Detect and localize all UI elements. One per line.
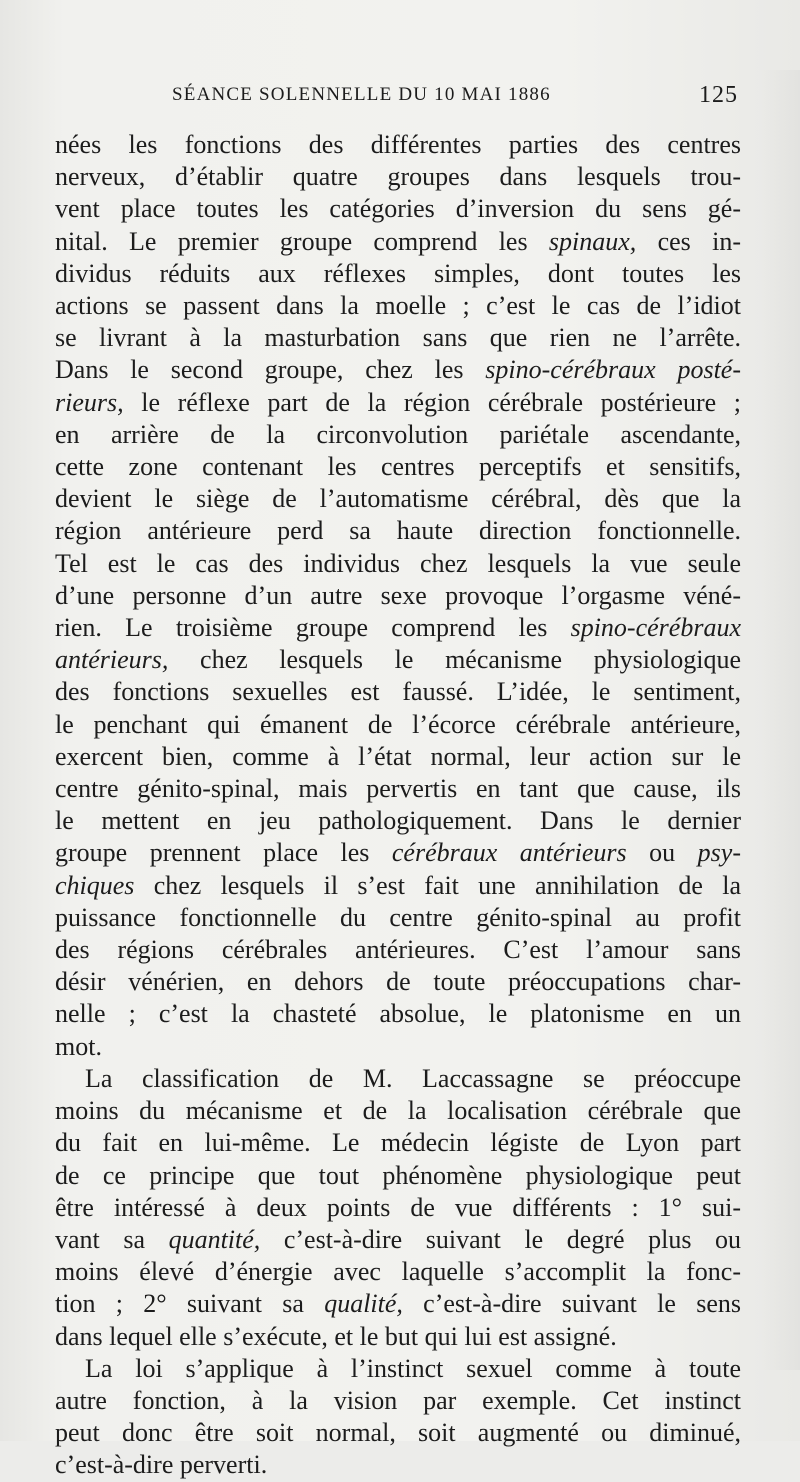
italic-term: chiques: [55, 870, 135, 900]
text-line: région antérieure perd sa haute direction fonctionnelle.: [55, 516, 741, 546]
text-line: [55, 387, 741, 419]
text-segment: ou: [626, 838, 698, 868]
text-line: La classification de M. Laccassagne se préoccupe: [85, 1063, 741, 1093]
text-line: dividus réduits aux réflexes simples, dont toutes les: [55, 258, 741, 288]
text-line: de ce principe que tout phénomène physiologique peut: [55, 1160, 741, 1190]
italic-term: cérébraux antérieurs: [391, 838, 627, 868]
text-line: [55, 226, 741, 258]
text-line: [55, 612, 741, 644]
text-segment: Dans le second groupe, chez les: [55, 355, 486, 385]
italic-term: spino-cérébraux: [570, 613, 741, 643]
text-line: dans lequel elle s’exécute, et le but qui lui est assigné.: [55, 1321, 617, 1351]
italic-term: spino-cérébraux posté-: [485, 355, 741, 385]
text-line: exercent bien, comme à l’état normal, leur action sur le: [55, 741, 741, 771]
italic-term: rieurs,: [55, 387, 124, 417]
text-line: [55, 644, 741, 676]
page-shadow: [760, 70, 800, 1370]
text-line: puissance fonctionnelle du centre génito-spinal au profit: [55, 902, 741, 932]
italic-term: qualité,: [324, 1289, 403, 1319]
text-line: c’est-à-dire perverti.: [55, 1450, 268, 1480]
text-segment: rien. Le troisième groupe comprend les: [55, 613, 571, 643]
text-line: des fonctions sexuelles est faussé. L’idée, le sentiment,: [55, 677, 741, 707]
text-segment: le réflexe part de la région cérébrale postérieure ;: [123, 387, 741, 417]
text-line: désir vénérien, en dehors de toute préoccupations char-: [55, 967, 741, 997]
text-line: en arrière de la circonvolution pariétale ascendante,: [55, 419, 741, 449]
text-segment: vant sa: [55, 1224, 169, 1254]
italic-term: antérieurs,: [55, 645, 169, 675]
text-line: nées les fonctions des différentes parties des centres: [55, 130, 741, 159]
text-segment: tion ; 2° suivant sa: [55, 1289, 325, 1319]
text-line: le penchant qui émanent de l’écorce cérébrale antérieure,: [55, 709, 741, 739]
text-line: [55, 870, 741, 902]
text-line: La loi s’applique à l’instinct sexuel comme à toute: [85, 1353, 741, 1383]
text-line: [55, 1224, 741, 1256]
italic-term: spinaux,: [548, 226, 637, 256]
text-segment: chez lesquels il s’est fait une annihilation de la: [134, 870, 741, 900]
italic-term: quantité,: [168, 1224, 261, 1254]
text-line: être intéressé à deux points de vue différents : 1° sui-: [55, 1192, 741, 1222]
text-segment: groupe prennent place les: [55, 838, 392, 868]
text-line: [55, 354, 741, 386]
page-number: 125: [699, 82, 738, 108]
body-text: [55, 129, 741, 1482]
text-line: mot.: [55, 1031, 102, 1061]
text-line: [55, 837, 741, 869]
running-title: SÉANCE SOLENNELLE DU 10 MAI 1886: [172, 84, 551, 105]
text-line: peut donc être soit normal, soit augmenté ou diminué,: [55, 1418, 741, 1448]
text-line: moins élevé d’énergie avec laquelle s’accomplit la fonc-: [55, 1257, 741, 1287]
text-line: Tel est le cas des individus chez lesquels la vue seule: [55, 548, 741, 578]
text-line: devient le siège de l’automatisme cérébral, dès que la: [55, 484, 741, 514]
text-line: vent place toutes les catégories d’inversion du sens gé-: [55, 194, 741, 224]
text-line: le mettent en jeu pathologiquement. Dans le dernier: [55, 806, 741, 836]
text-segment: chez lesquels le mécanisme physiologique: [168, 645, 741, 675]
text-line: autre fonction, à la vision par exemple. Cet instinct: [55, 1385, 741, 1415]
italic-term: psy-: [697, 838, 741, 868]
text-line: du fait en lui-même. Le médecin légiste de Lyon part: [55, 1128, 741, 1158]
text-line: se livrant à la masturbation sans que rien ne l’arrête.: [55, 323, 741, 353]
text-segment: c’est-à-dire suivant le sens: [402, 1289, 741, 1319]
text-segment: ces in-: [636, 226, 741, 256]
text-line: nerveux, d’établir quatre groupes dans lesquels trou-: [55, 162, 741, 192]
text-segment: nital. Le premier groupe comprend les: [55, 226, 549, 256]
text-line: des régions cérébrales antérieures. C’est l’amour sans: [55, 935, 741, 965]
text-line: d’une personne d’un autre sexe provoque l’orgasme véné-: [55, 580, 741, 610]
text-line: cette zone contenant les centres perceptifs et sensitifs,: [55, 452, 741, 482]
text-line: moins du mécanisme et de la localisation cérébrale que: [55, 1096, 741, 1126]
text-segment: c’est-à-dire suivant le degré plus ou: [260, 1224, 741, 1254]
page-header: [172, 78, 738, 114]
text-line: nelle ; c’est la chasteté absolue, le platonisme en un: [55, 999, 741, 1029]
text-line: actions se passent dans la moelle ; c’est le cas de l’idiot: [55, 291, 741, 321]
text-line: centre génito-spinal, mais pervertis en tant que cause, ils: [55, 774, 741, 804]
text-line: [55, 1288, 741, 1320]
